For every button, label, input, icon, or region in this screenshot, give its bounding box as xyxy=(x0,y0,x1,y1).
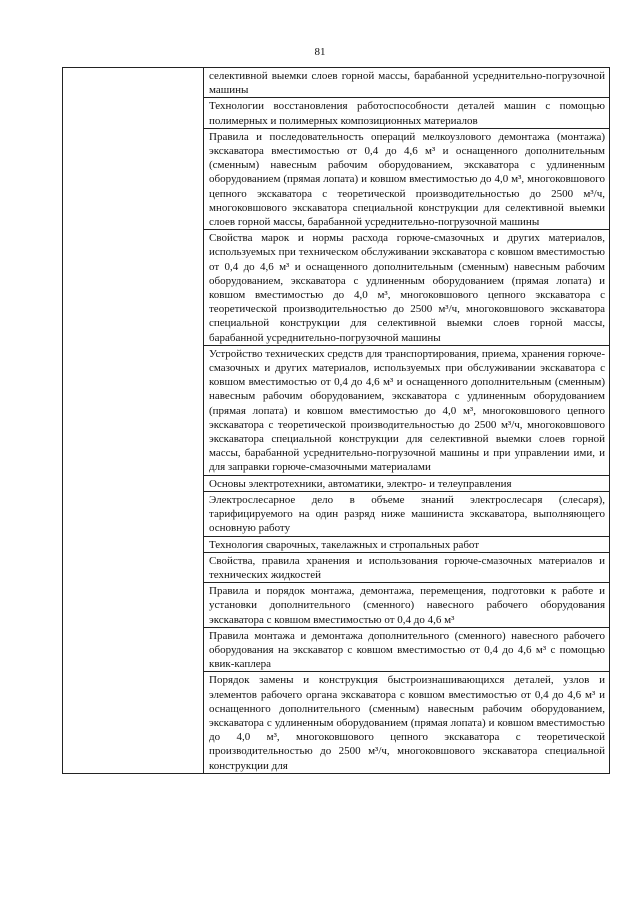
requirements-table xyxy=(62,67,610,774)
knowledge-item: Технология сварочных, такелажных и стропальных работ xyxy=(209,538,480,551)
knowledge-item: Правила и порядок монтажа, демонтажа, перемещения, подготовки к работе и установки дополнительного (сменного) навесного рабочего оборудования экскаватора с ковшом вместимостью от 0,4 до 4,6 м³ xyxy=(209,585,605,626)
knowledge-item: Порядок замены и конструкция быстроизнашивающихся деталей, узлов и элементов рабочего органа экскаватора с ковшом вместимостью от 0,4 до 4,6 м³ и оснащенного дополнительного (сменным) навесным рабочим оборудованием, экскаватора с удлиненным оборудованием (прямая лопата) и ковшом вместимостью до 4,0 м³, многоковшового цепного экскаватора с теоретической производительностью до 2500 м³/ч, многоковшового экскаватора специальной конструкции для xyxy=(209,674,605,772)
knowledge-item: Технологии восстановления работоспособности деталей машин с помощью полимерных и полимерных композиционных материалов xyxy=(209,100,605,127)
knowledge-item: селективной выемки слоев горной массы, барабанной усреднительно-погрузочной машины xyxy=(209,70,605,97)
knowledge-item: Электрослесарное дело в объеме знаний электрослесаря (слесаря), тарифицируемого на один разряд ниже машиниста экскаватора, выполняющего основную работу xyxy=(209,493,605,535)
table-row xyxy=(63,68,610,98)
page-number: 81 xyxy=(314,46,326,58)
left-column-cell xyxy=(63,68,204,774)
knowledge-item: Правила и последовательность операций мелкоузлового демонтажа (монтажа) экскаватора вместимостью от 0,4 до 4,6 м³ и оснащенного дополнительным (сменным) навесным рабочим оборудованием, экскаватора с удлиненным оборудованием (прямая лопата) и ковшом вместимостью до 4,0 м³, многоковшового цепного экскаватора с теоретической производительностью до 2500 м³/ч, многоковшового экскаватора специальной конструкции для селективной выемки слоев горной массы, барабанной усреднительно-погрузочной машины xyxy=(209,130,605,229)
knowledge-item: Свойства марок и нормы расхода горюче-смазочных и других материалов, используемых при техническом обслуживании экскаватора с ковшом вместимостью от 0,4 до 4,6 м³ и оснащенного дополнительным (сменным) навесным рабочим оборудованием, экскаватора с удлиненным оборудованием (прямая лопата) и ковшом вместимостью до 4,0 м³, многоковшового цепного экскаватора с теоретической производительностью до 2500 м³/ч, многоковшового экскаватора специальной конструкции для селективной выемки слоев горной массы, барабанной усреднительно-погрузочной машины xyxy=(209,232,605,344)
knowledge-item: Свойства, правила хранения и использования горюче-смазочных материалов и технических жидкостей xyxy=(209,554,605,581)
knowledge-item: Правила монтажа и демонтажа дополнительного (сменного) навесного рабочего оборудования на экскаватор с ковшом вместимостью от 0,4 до 4,6 м³ с помощью квик-каплера xyxy=(209,629,605,671)
knowledge-item: Устройство технических средств для транспортирования, приема, хранения горюче-смазочных и других материалов, используемых при обслуживании экскаватора с ковшом вместимостью от 0,4 до 4,6 м³ и оснащенного дополнительным (сменным) навесным рабочим оборудованием, экскаватора с удлиненным оборудованием (прямая лопата) и ковшом вместимостью до 4,0 м³, многоковшового цепного экскаватора с теоретической производительностью до 2500 м³/ч, многоковшового экскаватора специальной конструкции для селективной выемки слоев горной массы, барабанной усреднительно-погрузочной машины и при управлении ими, и для заправки горюче-смазочными материалами xyxy=(209,347,605,474)
knowledge-item: Основы электротехники, автоматики, электро- и телеуправления xyxy=(209,477,512,490)
